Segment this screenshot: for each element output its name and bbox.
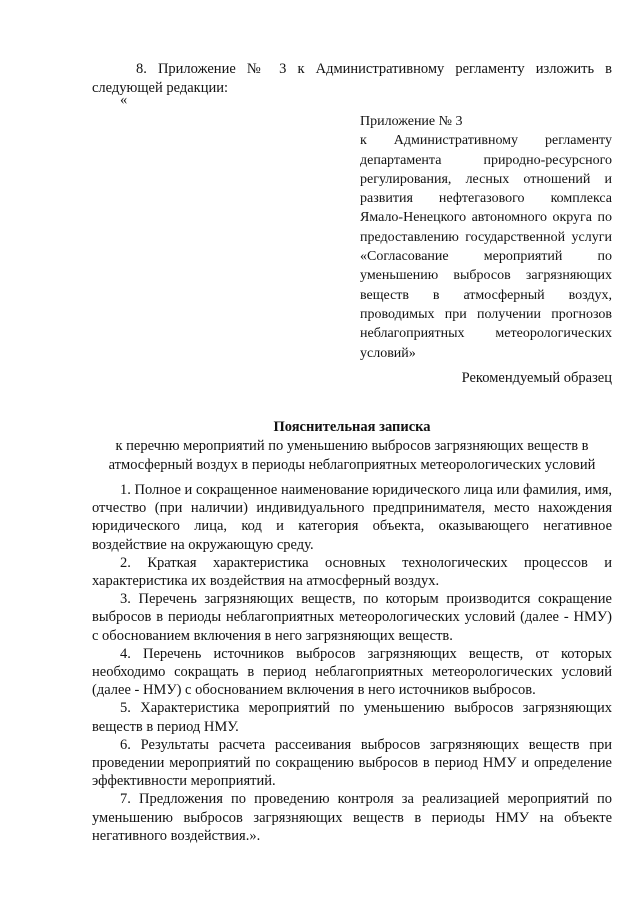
note-title: Пояснительная записка xyxy=(273,419,431,435)
amendment-intro xyxy=(92,60,612,98)
appendix-header-block xyxy=(360,112,612,363)
note-item: 4. Перечень источников выбросов загрязняющих веществ, от которых необходимо сокращать в период неблагоприятных метеорологических условий (далее - НМУ) с обоснованием включения в него источников выбросов. xyxy=(92,645,612,699)
note-title-block xyxy=(92,418,612,475)
appendix-heading: Приложение № 3 xyxy=(360,114,463,129)
appendix-reference-text: к Административному регламенту департамента природно-ресурсного регулирования, лесных отношений и развития нефтегазового комплекса Ямало-Ненецкого автономного округа по предоставлению государственной услуги «Согласование мероприятий по уменьшению выбросов загрязняющих веществ в атмосферный воздух, проводимых при получении прогнозов неблагоприятных метеорологических условий» xyxy=(360,133,612,361)
note-item: 6. Результаты расчета рассеивания выбросов загрязняющих веществ при проведении мероприятий по сокращению выбросов в период НМУ и определение эффективности мероприятий. xyxy=(92,736,612,790)
note-item: 7. Предложения по проведению контроля за реализацией мероприятий по уменьшению выбросов загрязняющих веществ в периоды НМУ на объекте негативного воздействия.». xyxy=(92,791,612,844)
amendment-intro-text: 8. Приложение № 3 к Административному регламенту изложить в следующей редакции: xyxy=(92,61,612,96)
note-item: 2. Краткая характеристика основных технологических процессов и характеристика их воздействия на атмосферный воздух. xyxy=(92,554,612,590)
sample-label: Рекомендуемый образец xyxy=(461,370,612,386)
note-items-list xyxy=(92,481,612,845)
note-item: 3. Перечень загрязняющих веществ, по которым производится сокращение выбросов в периоды неблагоприятных метеорологических условий (далее - НМУ) с обоснованием включения в него загрязняющих веществ. xyxy=(92,591,612,644)
note-subtitle: к перечню мероприятий по уменьшению выбросов загрязняющих веществ в атмосферный воздух в периоды неблагоприятных метеорологических условий xyxy=(108,438,596,473)
note-item: 1. Полное и сокращенное наименование юридического лица или фамилия, имя, отчество (при наличии) индивидуального предпринимателя, место нахождения юридического лица, код и категория объекта, оказывающего негативное воздействие на окружающую среду. xyxy=(92,482,612,553)
note-item: 5. Характеристика мероприятий по уменьшению выбросов загрязняющих веществ в период НМУ. xyxy=(92,700,612,735)
opening-quote-mark: « xyxy=(120,92,128,108)
